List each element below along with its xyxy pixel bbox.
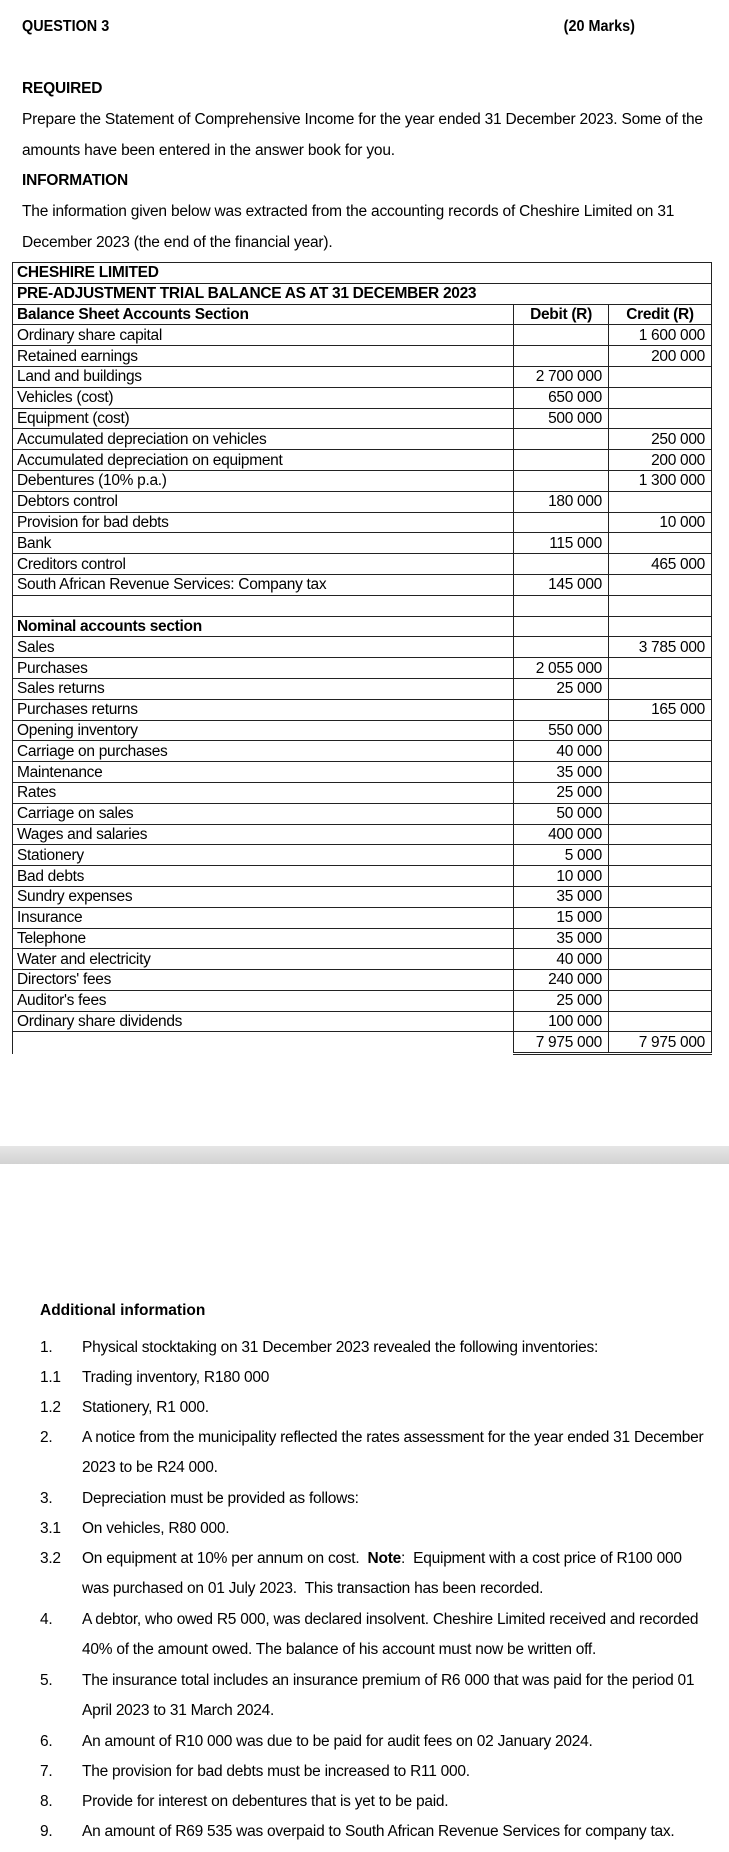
credit-amount: [609, 408, 712, 429]
credit-amount: 1 300 000: [609, 470, 712, 491]
info-item-text: The insurance total includes an insurance premium of R6 000 that was paid for the period 01 April 2023 to 31 March 2024.: [82, 1672, 695, 1719]
debit-amount: 400 000: [514, 824, 609, 845]
empty-cell: [609, 616, 712, 637]
table-row: [13, 928, 712, 949]
balance-section-label: Balance Sheet Accounts Section: [13, 304, 514, 325]
table-row: [13, 720, 712, 741]
account-name: Land and buildings: [13, 366, 514, 387]
information-text: The information given below was extracted from the accounting records of Cheshire Limited on 31 December 2023 (the end of the financial year).: [22, 203, 675, 251]
question-marks: (20 Marks): [563, 18, 635, 35]
table-row: [13, 762, 712, 783]
credit-amount: 465 000: [609, 554, 712, 575]
info-item: [40, 1817, 710, 1847]
info-item: [40, 1363, 710, 1393]
table-row: [13, 699, 712, 720]
nominal-section-label: Nominal accounts section: [13, 616, 514, 637]
account-name: Vehicles (cost): [13, 387, 514, 408]
account-name: Provision for bad debts: [13, 512, 514, 533]
account-name: Water and electricity: [13, 949, 514, 970]
bottom-page: [0, 1164, 729, 1852]
table-row: [13, 803, 712, 824]
debit-amount: 25 000: [514, 782, 609, 803]
debit-amount: [514, 554, 609, 575]
credit-amount: [609, 824, 712, 845]
info-item-text: Stationery, R1 000.: [82, 1399, 209, 1416]
table-row: [13, 678, 712, 699]
credit-amount: [609, 678, 712, 699]
table-row: [13, 325, 712, 346]
info-item-number: 3.: [40, 1490, 53, 1507]
credit-amount: [609, 928, 712, 949]
credit-amount: [609, 366, 712, 387]
header-row: [13, 304, 712, 325]
info-item: [40, 1605, 710, 1665]
info-item: [40, 1514, 710, 1544]
info-item-text: Provide for interest on debentures that is yet to be paid.: [82, 1793, 449, 1810]
debit-amount: 5 000: [514, 845, 609, 866]
company-row: [13, 263, 712, 284]
table-row: [13, 366, 712, 387]
info-item-number: 3.2: [40, 1550, 61, 1567]
info-item-text: [82, 1544, 710, 1604]
debit-amount: [514, 699, 609, 720]
debit-amount: 40 000: [514, 949, 609, 970]
empty-cell: [514, 595, 609, 616]
debit-amount: [514, 512, 609, 533]
credit-amount: [609, 782, 712, 803]
debit-amount: [514, 325, 609, 346]
debit-amount: 25 000: [514, 990, 609, 1011]
question-header: [22, 18, 635, 36]
table-row: [13, 845, 712, 866]
table-row: [13, 554, 712, 575]
table-row: [13, 450, 712, 471]
required-text: Prepare the Statement of Comprehensive Income for the year ended 31 December 2023. Some of the amounts have been entered in the answer book for you.: [22, 111, 703, 159]
credit-amount: [609, 886, 712, 907]
credit-amount: [609, 803, 712, 824]
account-name: Ordinary share dividends: [13, 1011, 514, 1032]
info-item-text: Trading inventory, R180 000: [82, 1369, 270, 1386]
credit-amount: [609, 720, 712, 741]
debit-amount: 35 000: [514, 928, 609, 949]
credit-amount: 250 000: [609, 429, 712, 450]
account-name: Purchases: [13, 658, 514, 679]
credit-amount: [609, 762, 712, 783]
account-name: Accumulated depreciation on equipment: [13, 450, 514, 471]
table-row: [13, 346, 712, 367]
debit-amount: [514, 637, 609, 658]
credit-amount: 200 000: [609, 346, 712, 367]
debit-amount: 35 000: [514, 886, 609, 907]
table-row: [13, 637, 712, 658]
info-item: [40, 1787, 710, 1817]
credit-amount: [609, 907, 712, 928]
table-row: [13, 866, 712, 887]
info-item: [40, 1484, 710, 1514]
table-row: [13, 408, 712, 429]
debit-amount: 10 000: [514, 866, 609, 887]
info-item-number: 9.: [40, 1823, 53, 1840]
info-item: [40, 1544, 710, 1604]
info-item: [40, 1423, 710, 1483]
credit-amount: [609, 1011, 712, 1032]
table-row: [13, 1011, 712, 1032]
debit-amount: [514, 470, 609, 491]
debit-amount: 15 000: [514, 907, 609, 928]
credit-amount: 165 000: [609, 699, 712, 720]
credit-amount: 3 785 000: [609, 637, 712, 658]
info-item-number: 5.: [40, 1672, 53, 1689]
credit-amount: [609, 574, 712, 595]
debit-amount: 100 000: [514, 1011, 609, 1032]
debit-amount: 180 000: [514, 491, 609, 512]
note-label: Note: [367, 1550, 401, 1567]
credit-amount: [609, 658, 712, 679]
credit-amount: [609, 970, 712, 991]
trial-balance-table: [12, 262, 712, 1055]
table-row: [13, 491, 712, 512]
info-item: [40, 1393, 710, 1423]
debit-header: Debit (R): [514, 304, 609, 325]
table-row: [13, 512, 712, 533]
trial-balance-title: PRE-ADJUSTMENT TRIAL BALANCE AS AT 31 DECEMBER 2023: [13, 283, 712, 304]
credit-amount: [609, 949, 712, 970]
table-row: [13, 824, 712, 845]
empty-cell: [13, 1032, 514, 1054]
table-row: [13, 429, 712, 450]
credit-amount: [609, 990, 712, 1011]
info-item-number: 1.: [40, 1339, 53, 1356]
debit-amount: [514, 346, 609, 367]
info-item-number: 2.: [40, 1429, 53, 1446]
credit-amount: 200 000: [609, 450, 712, 471]
info-item: [40, 1333, 710, 1363]
account-name: Creditors control: [13, 554, 514, 575]
table-row: [13, 907, 712, 928]
table-row: [13, 533, 712, 554]
debit-amount: 40 000: [514, 741, 609, 762]
info-item-text: A debtor, who owed R5 000, was declared insolvent. Cheshire Limited received and recorded 40% of the amount owed. The balance of his account must now be written off.: [82, 1611, 699, 1658]
info-item-text: On vehicles, R80 000.: [82, 1520, 230, 1537]
title-row: [13, 283, 712, 304]
debit-amount: 240 000: [514, 970, 609, 991]
account-name: Debentures (10% p.a.): [13, 470, 514, 491]
account-name: Opening inventory: [13, 720, 514, 741]
debit-amount: 35 000: [514, 762, 609, 783]
table-row: [13, 741, 712, 762]
account-name: Sundry expenses: [13, 886, 514, 907]
info-item-number: 1.1: [40, 1369, 61, 1386]
credit-amount: [609, 845, 712, 866]
debit-amount: 50 000: [514, 803, 609, 824]
info-item-number: 4.: [40, 1611, 53, 1628]
account-name: Auditor's fees: [13, 990, 514, 1011]
info-item-number: 7.: [40, 1763, 53, 1780]
debit-amount: [514, 429, 609, 450]
account-name: Equipment (cost): [13, 408, 514, 429]
table-row: [13, 886, 712, 907]
info-item-number: 1.2: [40, 1399, 61, 1416]
info-item-text-before: On equipment at 10% per annum on cost.: [82, 1550, 368, 1567]
account-name: Carriage on sales: [13, 803, 514, 824]
account-name: Ordinary share capital: [13, 325, 514, 346]
empty-cell: [609, 595, 712, 616]
info-item-number: 6.: [40, 1733, 53, 1750]
info-item-text: A notice from the municipality reflected the rates assessment for the year ended 31 December 2023 to be R24 000.: [82, 1429, 704, 1476]
spacer-row: [13, 595, 712, 616]
info-item-number: 3.1: [40, 1520, 61, 1537]
empty-cell: [514, 616, 609, 637]
debit-amount: 650 000: [514, 387, 609, 408]
account-name: Sales returns: [13, 678, 514, 699]
info-item-text: An amount of R10 000 was due to be paid for audit fees on 02 January 2024.: [82, 1733, 593, 1750]
debit-amount: 550 000: [514, 720, 609, 741]
table-row: [13, 990, 712, 1011]
table-row: [13, 387, 712, 408]
info-item-text: The provision for bad debts must be increased to R11 000.: [82, 1763, 470, 1780]
company-name: CHESHIRE LIMITED: [13, 263, 712, 284]
account-name: Wages and salaries: [13, 824, 514, 845]
info-item: [40, 1727, 710, 1757]
account-name: Stationery: [13, 845, 514, 866]
debit-amount: [514, 450, 609, 471]
nominal-header-row: [13, 616, 712, 637]
account-name: Debtors control: [13, 491, 514, 512]
info-item-text: Physical stocktaking on 31 December 2023 revealed the following inventories:: [82, 1339, 599, 1356]
credit-amount: 10 000: [609, 512, 712, 533]
information-heading: INFORMATION: [22, 172, 128, 189]
account-name: Purchases returns: [13, 699, 514, 720]
account-name: Telephone: [13, 928, 514, 949]
account-name: Rates: [13, 782, 514, 803]
info-item-number: 8.: [40, 1793, 53, 1810]
credit-amount: [609, 741, 712, 762]
account-name: Carriage on purchases: [13, 741, 514, 762]
empty-cell: [13, 595, 514, 616]
account-name: Directors' fees: [13, 970, 514, 991]
debit-amount: 2 055 000: [514, 658, 609, 679]
info-item-text-after: : Equipment with a cost price of R100 000 was purchased on 01 July 2023. This transaction has been recorded.: [82, 1550, 686, 1597]
required-heading: REQUIRED: [22, 80, 103, 97]
info-item: [40, 1666, 710, 1726]
table-row: [13, 949, 712, 970]
table-row: [13, 970, 712, 991]
table-row: [13, 470, 712, 491]
credit-header: Credit (R): [609, 304, 712, 325]
credit-amount: [609, 387, 712, 408]
account-name: Retained earnings: [13, 346, 514, 367]
page-divider: [0, 1146, 729, 1164]
info-item-text: Depreciation must be provided as follows:: [82, 1490, 359, 1507]
account-name: Maintenance: [13, 762, 514, 783]
account-name: Accumulated depreciation on vehicles: [13, 429, 514, 450]
info-item-text: An amount of R69 535 was overpaid to South African Revenue Services for company tax.: [82, 1823, 675, 1840]
account-name: Bad debts: [13, 866, 514, 887]
total-credit: 7 975 000: [609, 1032, 712, 1054]
table-row: [13, 782, 712, 803]
credit-amount: 1 600 000: [609, 325, 712, 346]
credit-amount: [609, 491, 712, 512]
debit-amount: 145 000: [514, 574, 609, 595]
info-item: [40, 1757, 710, 1787]
account-name: Bank: [13, 533, 514, 554]
totals-row: [13, 1032, 712, 1054]
question-title: QUESTION 3: [22, 18, 110, 35]
account-name: Insurance: [13, 907, 514, 928]
additional-heading: Additional information: [40, 1302, 206, 1319]
credit-amount: [609, 866, 712, 887]
account-name: South African Revenue Services: Company tax: [13, 574, 514, 595]
debit-amount: 500 000: [514, 408, 609, 429]
table-row: [13, 658, 712, 679]
debit-amount: 25 000: [514, 678, 609, 699]
credit-amount: [609, 533, 712, 554]
debit-amount: 115 000: [514, 533, 609, 554]
debit-amount: 2 700 000: [514, 366, 609, 387]
table-row: [13, 574, 712, 595]
total-debit: 7 975 000: [514, 1032, 609, 1054]
account-name: Sales: [13, 637, 514, 658]
